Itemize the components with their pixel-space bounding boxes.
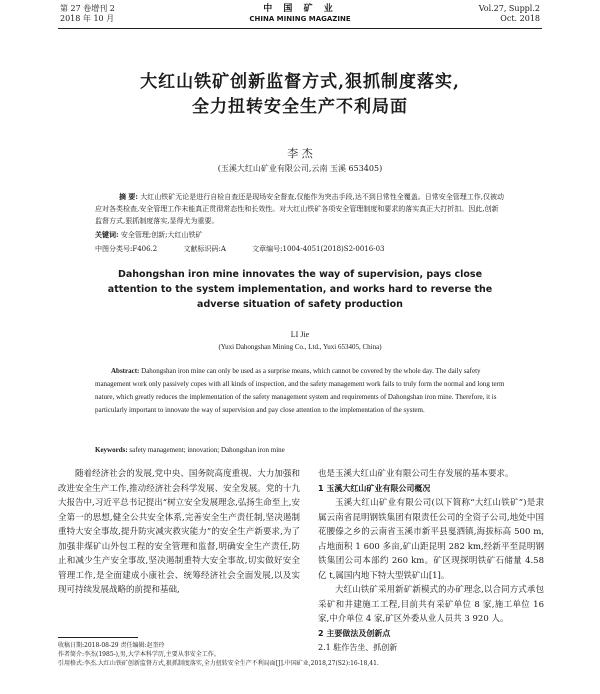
title-cn-line2: 全力扭转安全生产不利局面 (192, 97, 408, 117)
body-paragraph: 玉溪大红山矿业有限公司(以下简称“大红山铁矿”)是隶属云南省昆明钢铁集团有限责任公司的全资子公司,地处中国花腰傣之乡的云南省玉溪市新平县戛洒镇,海拔标高 500 m,占地面积 1 600 多亩,矿山距昆明 282 km,经新平至昆明钢铁集团公司本部约 260 km。矿区现探明铁矿石储量 4.58 亿 t,属国内地下特大型铁矿山[1]。 (318, 498, 544, 581)
running-header (60, 4, 540, 30)
volume-en: Vol.27, Suppl.2 (478, 4, 540, 13)
classification-line (95, 243, 505, 255)
article-number: 文章编号:1004-4051(2018)S2-0016-03 (252, 245, 385, 253)
body-paragraph: 也是玉溪大红山矿业有限公司生存发展的基本要求。 (318, 469, 514, 479)
abstract-en-label: Abstract: (111, 367, 140, 375)
abstract-en (95, 365, 505, 417)
subsection-heading-2-1: 2.1 駐作告坐、抓创新 (318, 643, 398, 652)
clc-number: 中图分类号:F406.2 (95, 245, 158, 253)
journal-name-en: CHINA MINING MAGAZINE (249, 15, 351, 23)
received-date: 收稿日期:2018-08-29 责任编辑:赵奎玲 (58, 642, 165, 649)
body-paragraph: 大红山铁矿采用新矿新模式的办矿理念,以合同方式承包采矿和井建施工工程,目前共有采矿单位 8 家,施工单位 16 家,中介单位 4 家,矿区外委从业人员共 3 920 人。 (318, 585, 544, 624)
author-introduction: 作者简介:李杰(1985-),男,大学本科学历,主要从事安全工作。 (58, 651, 220, 658)
author-en: LI Jie (290, 330, 310, 339)
paper-title-en: Dahongshan iron mine innovates the way of supervision, pays close attention to the system implementation, and works hard to reverse the adverse situation of safety production (107, 269, 493, 310)
section-heading-2: 2 主要做法及创新点 (318, 628, 391, 638)
section-heading-1: 1 玉溪大红山矿业有限公司概况 (318, 483, 431, 493)
keywords-cn-text: 安全管理;创新;大红山铁矿 (120, 231, 203, 239)
volume-cn: 第 27 卷增刊 2 (60, 4, 115, 13)
footnote-divider (58, 637, 138, 638)
paper-title-cn (60, 70, 540, 120)
document-code: 文献标识码:A (183, 245, 226, 253)
affiliation-en: (Yuxi Dahongshan Mining Co., Ltd., Yuxi 653405, China) (218, 343, 382, 351)
date-en: Oct. 2018 (500, 14, 540, 23)
abstract-en-text: Dahongshan iron mine can only be used as a surprise means, which cannot be covered by the whole day. The daily safety management work only passively copes with all kinds of inspection, and the safety management work fails to truly form the normal and long term nature, which greatly reduces the implementation of the safety management system and requirements of Dahongshan iron mine. Therefore, it is particularly important to innovate the way of supervision and pay close attention to the implementation of the system. (95, 367, 505, 414)
keywords-en-label: Keywords: (95, 446, 128, 454)
citation-format: 引用格式:李杰.大红山铁矿创新监督方式,狠抓制度落实,全力扭转安全生产不利局面[J].中国矿业,2018,27(S2):16-18,41. (58, 660, 379, 667)
body-column-left (58, 467, 300, 598)
title-cn-line1: 大红山铁矿创新监督方式,狠抓制度落实, (140, 72, 460, 92)
keywords-en-text: safety management; innovation; Dahongshan iron mine (129, 446, 285, 454)
affiliation-cn: (玉溪大红山矿业有限公司,云南 玉溪 653405) (217, 164, 383, 173)
body-column-right (318, 467, 544, 656)
keywords-en (95, 446, 505, 454)
keywords-cn-label: 关键词: (95, 230, 119, 239)
abstract-cn-label: 摘 要: (119, 192, 139, 201)
abstract-cn-text: 大红山铁矿无论是进行自检自查还是现场安全督查,仅能作为突击手段,达不到日常性全覆盖。日常安全管理工作,仅被动应对各类检查,安全管理工作未能真正贯彻常态性和长效性。对大红山铁矿各项安全管理制度和要求的落实真正大打折扣。因此,创新监督方式,狠抓制度落实,显得尤为重要。 (95, 193, 504, 225)
body-paragraph: 随着经济社会的发展,党中央、国务院高度重视、大力加强和改进安全生产工作,推动经济社会科学发展、安全发展。党的十九大报告中,习近平总书记提出“树立安全发展理念,弘扬生命至上,安全第一的思想,健全公共安全体系,完善安全生产责任制,坚决遏制重特大安全事故,提升防灾减灾救灾能力”的安全生产新要求,为了加强非煤矿山外包工程的安全管理和监督,明确安全生产责任,防止和减少生产安全事故,坚决遏制重特大安全事故,切实做好安全管理工作,是全面建成小康社会、统筹经济社会全面发展,以及实现可持续发展战略的前提和基础, (58, 469, 300, 595)
author-cn: 李 杰 (287, 147, 313, 160)
journal-name-cn: 中 国 矿 业 (263, 4, 337, 14)
date-cn: 2018 年 10 月 (60, 14, 115, 23)
keywords-cn (95, 229, 505, 241)
abstract-cn (95, 191, 505, 227)
header-divider (58, 28, 542, 29)
